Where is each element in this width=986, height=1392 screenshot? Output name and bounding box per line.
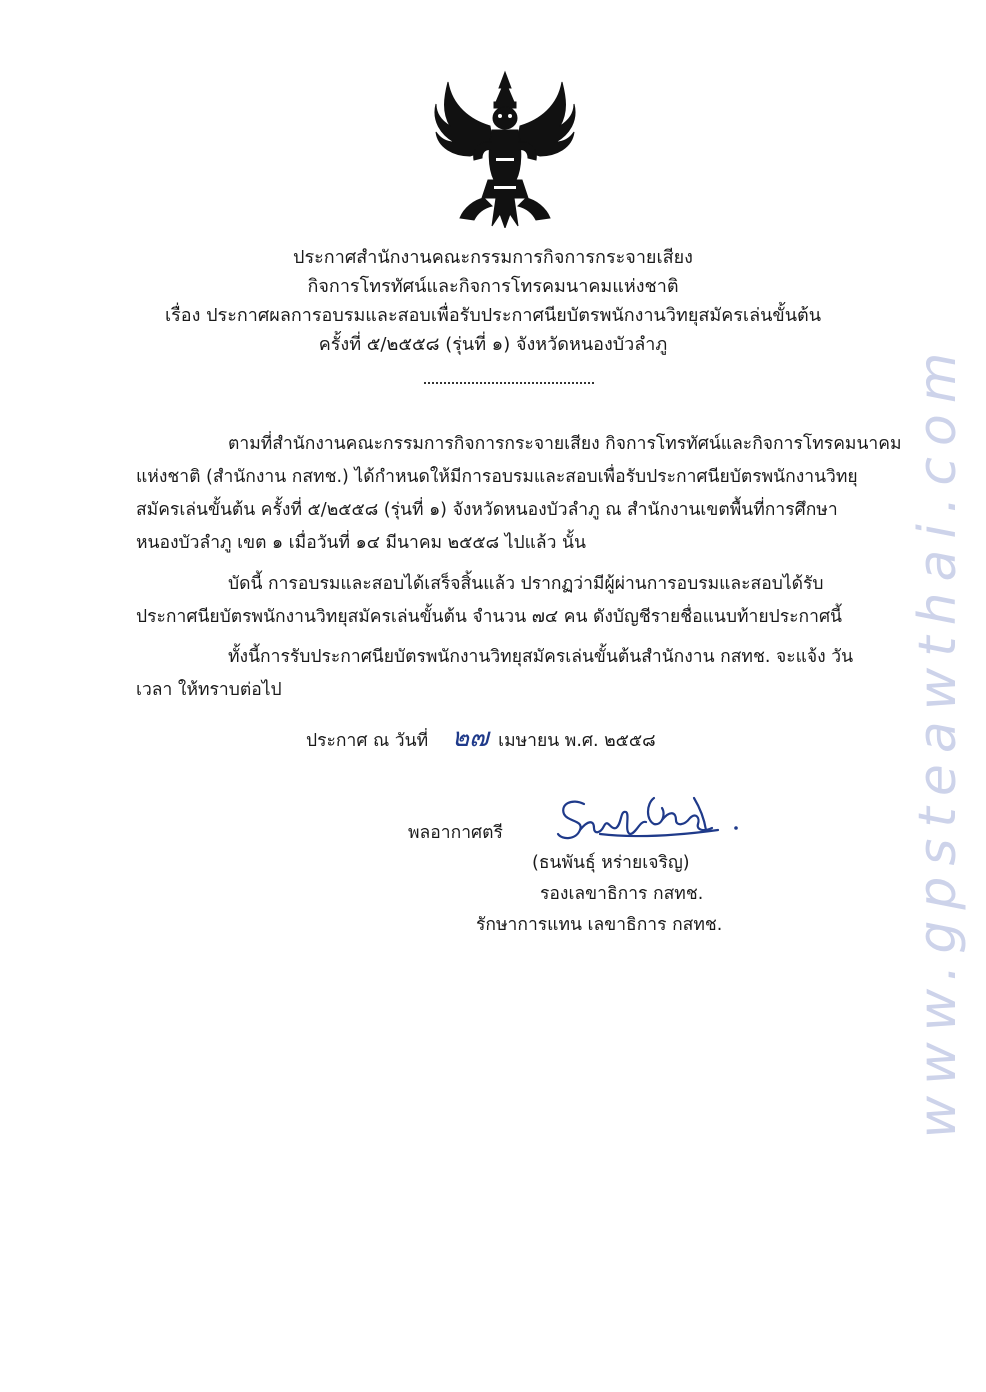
handwritten-signature-icon bbox=[554, 790, 744, 850]
date-prefix: ประกาศ ณ วันที่ bbox=[306, 731, 429, 751]
paragraph-result bbox=[136, 568, 892, 634]
heading-line-2: กิจการโทรทัศน์และกิจการโทรคมนาคมแห่งชาติ bbox=[307, 276, 679, 297]
signatory-position: รองเลขาธิการ กสทช. bbox=[540, 884, 704, 904]
paragraph-line: เวลา ให้ทราบต่อไป bbox=[136, 680, 282, 700]
paragraph-line: สมัครเล่นขั้นต้น ครั้งที่ ๕/๒๕๕๘ (รุ่นที่ ๑) จังหวัดหนองบัวลำภู ณ สำนักงานเขตพื้นที่การศึกษา bbox=[136, 500, 838, 520]
signatory-block bbox=[440, 848, 800, 941]
heading-line-1: ประกาศสำนักงานคณะกรรมการกิจการกระจายเสียง bbox=[293, 247, 693, 268]
paragraph-line: หนองบัวลำภู เขต ๑ เมื่อวันที่ ๑๔ มีนาคม ๒๕๕๘ ไปแล้ว นั้น bbox=[136, 533, 586, 553]
garuda-emblem-icon bbox=[430, 68, 580, 228]
paragraph-background bbox=[136, 428, 902, 560]
signatory-name: (ธนพันธุ์ หร่ายเจริญ) bbox=[532, 853, 690, 873]
website-watermark bbox=[898, 340, 978, 1140]
heading-line-3: เรื่อง ประกาศผลการอบรมและสอบเพื่อรับประกาศนียบัตรพนักงานวิทยุสมัครเล่นขั้นต้น bbox=[164, 305, 822, 326]
heading-line-4: ครั้งที่ ๕/๒๕๕๘ (รุ่นที่ ๑) จังหวัดหนองบัวลำภู bbox=[318, 334, 668, 355]
handwritten-day-number bbox=[448, 718, 500, 754]
paragraph-line: ทั้งนี้การรับประกาศนียบัตรพนักงานวิทยุสมัครเล่นขั้นต้นสำนักงาน กสทช. จะแจ้ง วัน bbox=[228, 647, 854, 667]
date-month-year: เมษายน พ.ศ. ๒๕๕๘ bbox=[498, 731, 656, 751]
signatory-rank: พลอากาศตรี bbox=[408, 823, 503, 843]
paragraph-line: ประกาศนียบัตรพนักงานวิทยุสมัครเล่นขั้นต้น จำนวน ๗๔ คน ดังบัญชีรายชื่อแนบท้ายประกาศนี้ bbox=[136, 607, 843, 627]
paragraph-notice bbox=[136, 641, 892, 707]
paragraph-line: ตามที่สำนักงานคณะกรรมการกิจการกระจายเสียง กิจการโทรทัศน์และกิจการโทรคมนาคม bbox=[228, 434, 902, 454]
paragraph-line: บัดนี้ การอบรมและสอบได้เสร็จสิ้นแล้ว ปรากฏว่ามีผู้ผ่านการอบรมและสอบได้รับ bbox=[228, 574, 824, 594]
paragraph-line: แห่งชาติ (สำนักงาน กสทช.) ได้กำหนดให้มีการอบรมและสอบเพื่อรับประกาศนียบัตรพนักงานวิทยุ bbox=[136, 467, 858, 487]
announcement-heading bbox=[0, 243, 986, 359]
dotted-divider bbox=[424, 382, 594, 384]
signatory-acting-position: รักษาการแทน เลขาธิการ กสทช. bbox=[476, 915, 723, 935]
svg-text:๒๗: ๒๗ bbox=[452, 723, 489, 753]
watermark-text: www.gpsteawthai.com bbox=[908, 341, 968, 1139]
